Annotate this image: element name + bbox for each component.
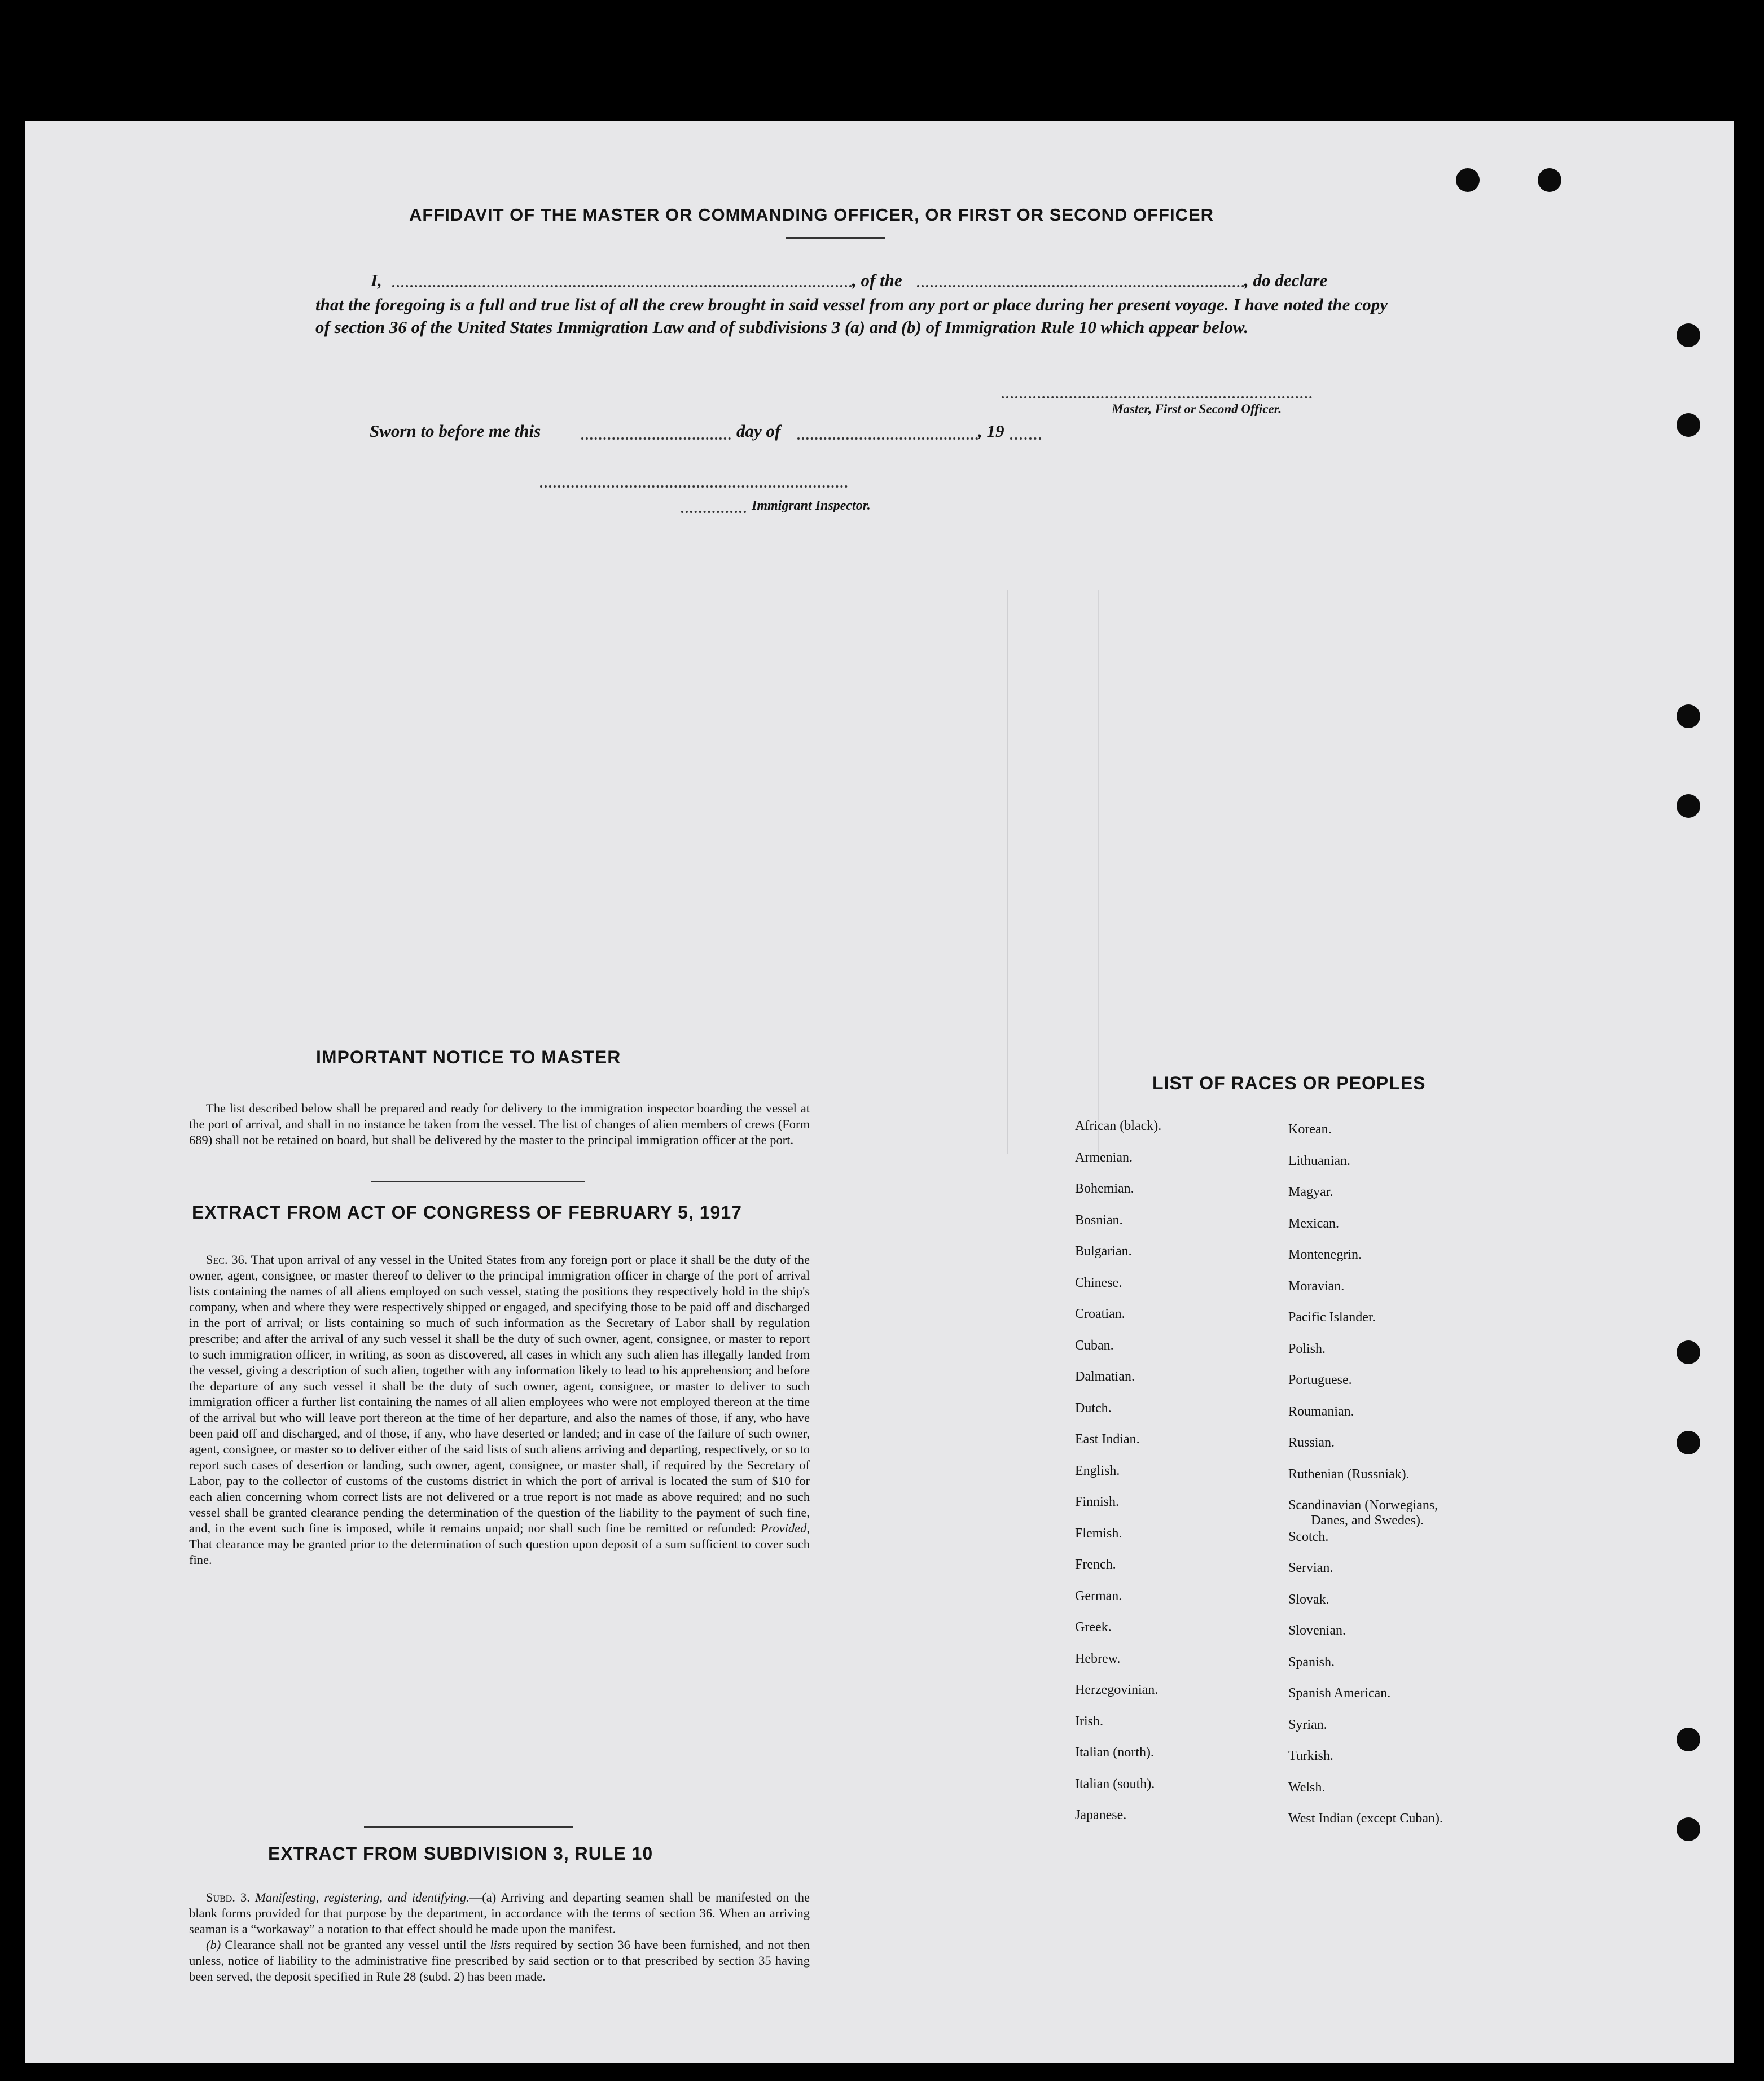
sworn-day-blank[interactable] — [581, 437, 731, 440]
punch-hole — [1677, 704, 1700, 728]
race-item: Armenian. — [1075, 1150, 1133, 1165]
race-item: French. — [1075, 1557, 1116, 1572]
races-column-2 — [1288, 1122, 1443, 1843]
race-item: Cuban. — [1075, 1338, 1114, 1353]
race-item: Herzegovinian. — [1075, 1683, 1159, 1697]
act-sec-label: Sec. 36. — [206, 1252, 248, 1267]
race-item: African (black). — [1075, 1119, 1162, 1133]
race-item: Finnish. — [1075, 1495, 1120, 1509]
sworn-year: , 19 — [978, 421, 1004, 441]
section-divider — [371, 1181, 585, 1182]
race-item: Dalmatian. — [1075, 1369, 1135, 1384]
act-body-end: That clearance may be granted prior to the determination of such question upon deposit of a sum sufficient to cover such fine. — [189, 1537, 810, 1567]
punch-hole — [1677, 413, 1700, 437]
race-item: Danes, and Swedes). — [1311, 1513, 1424, 1528]
punch-hole — [1677, 1817, 1700, 1841]
inspector-signature-blank[interactable] — [540, 485, 848, 488]
rule-b-lists: lists — [490, 1938, 511, 1952]
act-provided-label: Provided, — [760, 1521, 810, 1535]
inspector-dots — [681, 511, 746, 513]
race-item: Bulgarian. — [1075, 1244, 1132, 1259]
document-page — [25, 121, 1734, 2063]
race-item: Pacific Islander. — [1288, 1310, 1376, 1325]
punch-hole — [1456, 168, 1480, 192]
race-item: Mexican. — [1288, 1216, 1339, 1231]
rule-b-text-1: Clearance shall not be granted any vessel until the — [225, 1938, 486, 1952]
signature-label: Master, First or Second Officer. — [1112, 402, 1282, 416]
race-item: Slovak. — [1288, 1592, 1329, 1607]
signature-blank[interactable] — [1002, 396, 1312, 398]
race-item: Welsh. — [1288, 1780, 1326, 1795]
race-item: Spanish. — [1288, 1654, 1335, 1670]
race-item: Portuguese. — [1288, 1373, 1352, 1387]
sworn-month-blank[interactable] — [797, 437, 978, 440]
race-item: Polish. — [1288, 1341, 1326, 1356]
affidavit-of-the: , of the — [852, 270, 902, 290]
act-body: That upon arrival of any vessel in the United States from any foreign port or place it shall be the duty of the owner, agent, consignee, or master thereof to deliver to the principal immigration officer in charge of the port of arrival lists containing the names of all aliens employed on such vessel, stating the positions they respectively hold in the ship's company, when and where they were respectively shipped or engaged, and specifying those to be paid off and discharged in the port of arrival; or lists containing so much of such information as the Secretary of Labor shall by regulation prescribe; and after the arrival of any such vessel it shall be the duty of such owner, agent, consignee, or master to report to such immigration officer, in writing, as soon as discovered, all cases in which any such alien has illegally landed from the vessel, giving a description of such alien, together with any information likely to lead to his apprehension; and before the departure of any such vessel it shall be the duty of such owner, agent, consignee, or master to deliver to such immigration officer a further list containing the names of all alien employees who were not employed thereon at the time of the arrival but who will leave port thereon at the time of her departure, and also the names of those, if any, who have been paid off and discharged, and of those, if any, who have deserted or landed; and in case of the failure of such owner, agent, consignee, or master so to deliver either of the said lists of such aliens arriving and departing, respectively, or so to report such cases of desertion or landing, such owner, agent, consignee, or master shall, if required by the Secretary of Labor, pay to the collector of customs of the customs district in which the port of arrival is located the sum of $10 for each alien concerning whom correct lists are not delivered or a true report is not made as above required; and no such vessel shall be granted clearance pending the determination of the question of the liability to the payment of such fine, and, in the event such fine is imposed, while it remains unpaid; nor shall such fine be remitted or refunded: — [189, 1252, 810, 1535]
race-item: Croatian. — [1075, 1307, 1125, 1321]
rule-b-text-2: required by section 36 have been furnished, and not then unless, notice of liability to the administrative fine prescribed by said section or to that prescribed by section 35 having been served, the deposit specified in Rule 28 (subd. 2) has been made. — [189, 1938, 810, 1983]
race-item: Servian. — [1288, 1561, 1333, 1575]
race-item: Italian (south). — [1075, 1776, 1155, 1791]
faint-column-line — [1098, 590, 1099, 1154]
races-title: LIST OF RACES OR PEOPLES — [1152, 1073, 1426, 1093]
punch-hole — [1677, 794, 1700, 818]
race-item: English. — [1075, 1463, 1120, 1478]
race-item: Magyar. — [1288, 1185, 1333, 1199]
notice-paragraph: The list described below shall be prepared and ready for delivery to the immigration inspector boarding the vessel at the port of arrival, and shall in no instance be taken from the vessel. The list of changes of alien members of crews (Form 689) shall not be retained on board, but shall be delivered by the master to the principal immigration officer at the port. — [189, 1101, 810, 1147]
sworn-prefix: Sworn to before me this — [370, 421, 541, 441]
rule-subd-label: Subd. 3. — [206, 1890, 250, 1904]
act-title: EXTRACT FROM ACT OF CONGRESS OF FEBRUARY 5, 1917 — [192, 1202, 742, 1223]
race-item: Chinese. — [1075, 1275, 1122, 1290]
vessel-name-blank[interactable] — [917, 285, 1244, 287]
sworn-day-of: day of — [736, 421, 781, 441]
rule-a-text: Arriving and departing seamen shall be manifested on the blank forms provided for that purpose by the department, in accordance with the terms of section 36. When an arriving seaman is a “workaway” a notation to that effect should be made upon the manifest. — [189, 1890, 810, 1936]
race-item: Slovenian. — [1288, 1623, 1346, 1638]
race-item: German. — [1075, 1588, 1122, 1604]
race-item: Flemish. — [1075, 1526, 1122, 1541]
rule-text — [189, 1890, 810, 1984]
affidavit-title: AFFIDAVIT OF THE MASTER OR COMMANDING OFFICER, OR FIRST OR SECOND OFFICER — [409, 205, 1214, 225]
affidavit-declare: , do declare — [1244, 270, 1328, 290]
act-text — [189, 1252, 810, 1568]
master-name-blank[interactable] — [392, 285, 852, 287]
race-item: Greek. — [1075, 1620, 1112, 1635]
punch-hole — [1677, 1340, 1700, 1364]
punch-hole — [1677, 1728, 1700, 1751]
race-item: Lithuanian. — [1288, 1153, 1350, 1168]
race-item: Moravian. — [1288, 1278, 1345, 1294]
race-item: Korean. — [1288, 1122, 1332, 1137]
affidavit-i: I, — [371, 270, 382, 290]
race-item: Scandinavian (Norwegians, — [1288, 1498, 1438, 1513]
inspector-label: Immigrant Inspector. — [752, 498, 871, 513]
affidavit-body: that the foregoing is a full and true list of all the crew brought in said vessel from any port or place during her present voyage. I have noted the copy of section 36 of the United States Immigration Law and of subdivisions 3 (a) and (b) of Immigration Rule 10 which appear below. — [315, 295, 1388, 337]
race-item: Spanish American. — [1288, 1686, 1391, 1701]
race-item: Hebrew. — [1075, 1651, 1121, 1666]
race-item: West Indian (except Cuban). — [1288, 1811, 1443, 1826]
race-item: Turkish. — [1288, 1749, 1333, 1763]
rule-subd-heading: Manifesting, registering, and identifying. — [255, 1890, 469, 1904]
race-item: Bosnian. — [1075, 1212, 1123, 1228]
races-column-1 — [1075, 1119, 1161, 1839]
rule-b-label: (b) — [206, 1938, 221, 1952]
race-item: Montenegrin. — [1288, 1247, 1362, 1262]
race-item: Scotch. — [1288, 1529, 1329, 1544]
punch-hole — [1538, 168, 1561, 192]
race-item: Roumanian. — [1288, 1404, 1354, 1419]
race-item: Italian (north). — [1075, 1745, 1154, 1760]
punch-hole — [1677, 323, 1700, 347]
race-item: Bohemian. — [1075, 1181, 1134, 1196]
notice-title: IMPORTANT NOTICE TO MASTER — [316, 1047, 621, 1067]
punch-hole — [1677, 1431, 1700, 1454]
rule-title: EXTRACT FROM SUBDIVISION 3, RULE 10 — [268, 1843, 653, 1864]
race-item: Syrian. — [1288, 1717, 1327, 1732]
notice-text — [189, 1101, 810, 1148]
rule-a-label: —(a) — [469, 1890, 497, 1904]
race-item: East Indian. — [1075, 1432, 1140, 1447]
title-underline — [786, 237, 885, 239]
faint-column-line — [1007, 590, 1008, 1154]
race-item: Russian. — [1288, 1435, 1335, 1450]
section-divider — [364, 1826, 573, 1828]
sworn-year-blank[interactable] — [1010, 437, 1041, 440]
race-item: Irish. — [1075, 1714, 1103, 1729]
race-item: Dutch. — [1075, 1400, 1112, 1416]
race-item: Ruthenian (Russniak). — [1288, 1466, 1410, 1482]
race-item: Japanese. — [1075, 1808, 1127, 1822]
